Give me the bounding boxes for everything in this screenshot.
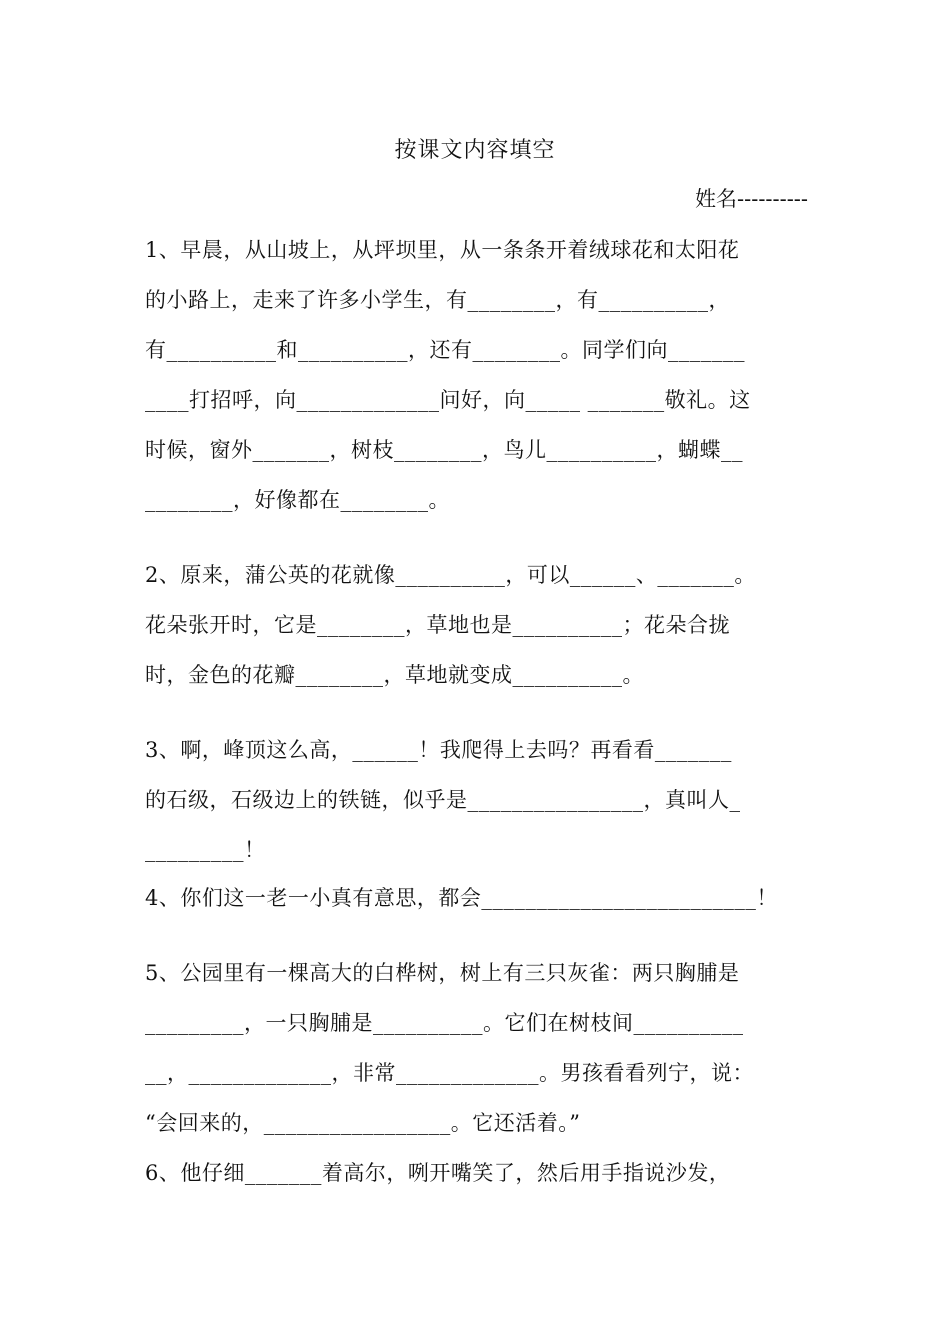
page-title: 按课文内容填空 [394,138,556,163]
name-field-label: 姓名---------- [695,187,808,211]
question-5-line-3: __，_____________，非常_____________。男孩看看列宁，说： [145,1061,754,1085]
question-1-line-6: ________，好像都在________。 [145,488,450,512]
question-1-line-3: 有__________和__________，还有________。同学们向_______ [145,338,745,362]
question-5-line-2: _________，一只胸脯是__________。它们在树枝间__________ [145,1011,744,1035]
question-3-line-3: _________！ [145,838,266,862]
question-2-line-1: 2、原来，蒲公英的花就像__________，可以______、_______。 [145,563,756,587]
question-6-line-1: 6、他仔细_______着高尔，咧开嘴笑了，然后用手指说沙发， [145,1161,731,1185]
question-3-line-1: 3、啊，峰顶这么高，______！我爬得上去吗？再看看_______ [145,738,732,762]
question-1-line-4: ____打招呼，向_____________问好，向_____ _______敬礼。这 [145,388,751,412]
question-3-line-2: 的石级，石级边上的铁链，似乎是________________，真叫人_ [145,788,741,812]
question-4-line-1: 4、你们这一老一小真有意思，都会_________________________！ [145,886,778,910]
question-1-line-1: 1、早晨，从山坡上，从坪坝里，从一条条开着绒球花和太阳花 [145,238,740,262]
question-2-line-3: 时，金色的花瓣________，草地就变成__________。 [145,663,644,687]
question-2-line-2: 花朵张开时，它是________，草地也是__________；花朵合拢 [145,613,730,637]
question-1-line-5: 时候，窗外_______，树枝________，鸟儿__________，蝴蝶__ [145,438,743,462]
question-5-line-1: 5、公园里有一棵高大的白桦树，树上有三只灰雀：两只胸脯是 [145,961,740,985]
question-5-line-4: “会回来的，_________________。它还活着。” [145,1111,581,1135]
question-1-line-2: 的小路上，走来了许多小学生，有________，有__________， [145,288,730,312]
